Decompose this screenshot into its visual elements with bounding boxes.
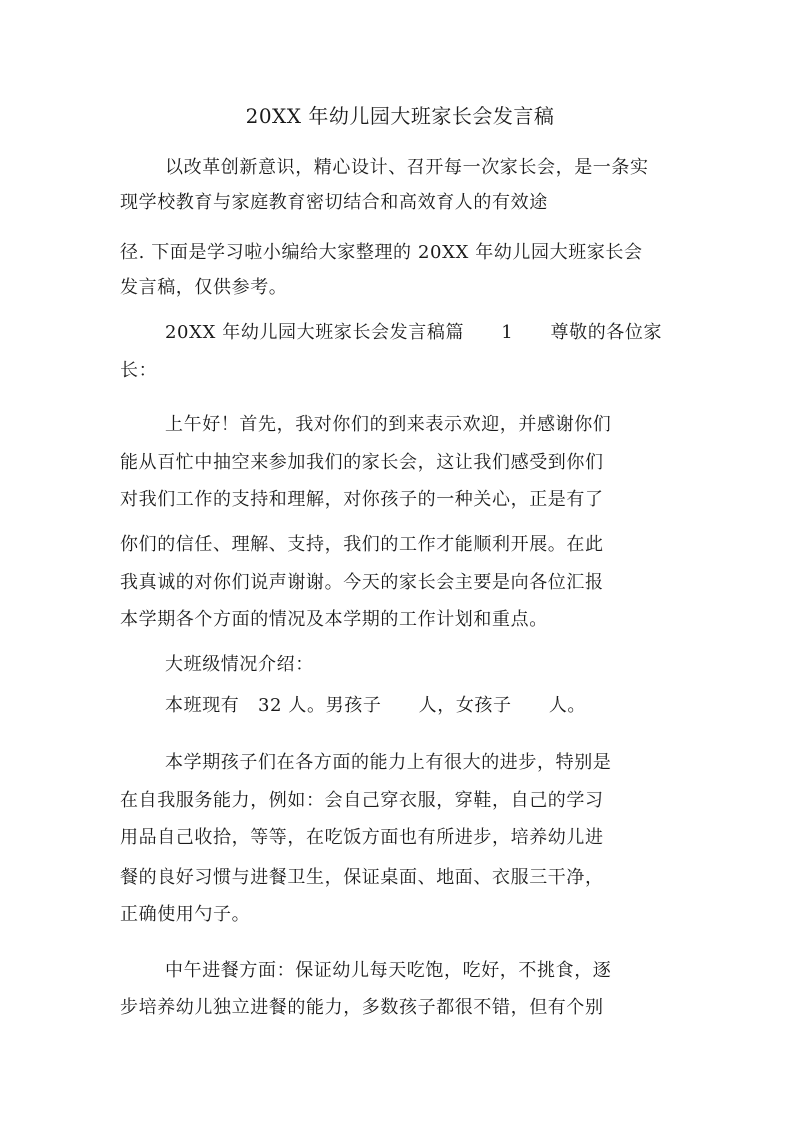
paragraph-line: 现学校教育与家庭教育密切结合和高效育人的有效途	[120, 192, 548, 213]
document-title: 20XX 年幼儿园大班家长会发言稿	[245, 104, 555, 128]
paragraph-line: 长：	[120, 360, 158, 381]
paragraph-line: 能从百忙中抽空来参加我们的家长会，这让我们感受到你们	[120, 452, 604, 473]
paragraph-line: 餐的良好习惯与进餐卫生，保证桌面、地面、衣服三干净，	[120, 867, 604, 888]
paragraph-line: 步培养幼儿独立进餐的能力，多数孩子都很不错，但有个别	[120, 997, 604, 1018]
paragraph-line: 上午好！首先，我对你们的到来表示欢迎，并感谢你们	[165, 414, 612, 435]
paragraph-line: 你们的信任、理解、支持，我们的工作才能顺利开展。在此	[120, 534, 604, 555]
paragraph-line: 发言稿，仅供参考。	[120, 277, 288, 298]
paragraph-line: 在自我服务能力，例如：会自己穿衣服，穿鞋，自己的学习	[120, 790, 604, 811]
paragraph-line: 中午进餐方面：保证幼儿每天吃饱，吃好，不挑食，逐	[165, 960, 612, 981]
paragraph-line: 以改革创新意识，精心设计、召开每一次家长会，是一条实	[165, 157, 649, 178]
paragraph-line: 本学期孩子们在各方面的能力上有很大的进步，特别是	[165, 752, 612, 773]
paragraph-line: 本学期各个方面的情况及本学期的工作计划和重点。	[120, 609, 548, 630]
paragraph-line: 我真诚的对你们说声谢谢。今天的家长会主要是向各位汇报	[120, 572, 604, 593]
paragraph-line: 20XX 年幼儿园大班家长会发言稿篇 1 尊敬的各位家	[165, 322, 663, 343]
paragraph-line: 本班现有 32 人。男孩子 人，女孩子 人。	[165, 695, 587, 716]
paragraph-line: 正确使用勺子。	[120, 904, 251, 925]
section-heading: 大班级情况介绍：	[165, 654, 314, 675]
paragraph-line: 径. 下面是学习啦小编给大家整理的 20XX 年幼儿园大班家长会	[120, 242, 643, 263]
paragraph-line: 对我们工作的支持和理解，对你孩子的一种关心，正是有了	[120, 489, 604, 510]
paragraph-line: 用品自己收拾，等等，在吃饭方面也有所进步，培养幼儿进	[120, 827, 604, 848]
